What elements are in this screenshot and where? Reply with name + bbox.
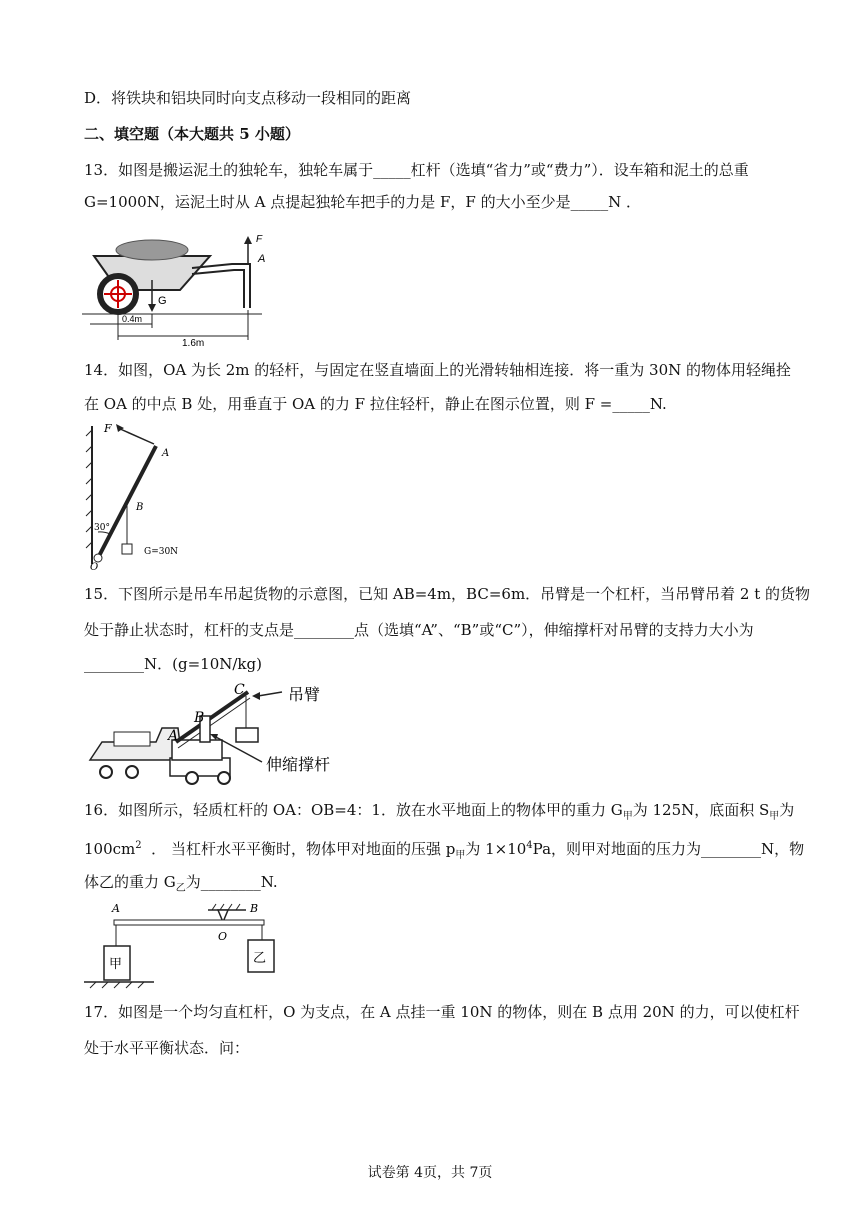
lever-figure xyxy=(84,900,284,992)
label-a: A xyxy=(168,728,179,744)
label-b: B xyxy=(136,502,144,513)
label-c: C xyxy=(234,682,245,698)
q17-line1: 17．如图是一个均匀直杠杆，O 为支点，在 A 点挂一重 10N 的物体，则在 B 点用 20N 的力，可以使杠杆 xyxy=(84,1003,800,1021)
q17-line2: 处于水平平衡状态．问： xyxy=(84,1039,250,1057)
q15-line1: 15．下图所示是吊车吊起货物的示意图，已知 AB=4m，BC=6m．吊臂是一个杠杆，当吊臂吊着 2 t 的货物 xyxy=(84,585,811,603)
label-arm: 吊臂 xyxy=(288,685,321,704)
page-footer: 试卷第 4页，共 7页 xyxy=(367,1165,493,1181)
wheelbarrow-figure xyxy=(82,228,272,348)
label-a: A xyxy=(112,902,120,915)
section-heading: 二、填空题（本大题共 5 小题） xyxy=(84,125,300,143)
label-yi: 乙 xyxy=(253,951,267,966)
q15-line2: 处于静止状态时，杠杆的支点是________点（选填“A”、“B”或“C”），伸缩撑杆对吊臂的支持力大小为 xyxy=(84,621,754,639)
label-04m: 0.4m xyxy=(122,314,143,324)
label-f: F xyxy=(256,234,263,245)
label-o: O xyxy=(90,562,99,572)
crane-figure xyxy=(82,678,372,788)
label-a: A xyxy=(258,253,266,265)
q14-line2: 在 OA 的中点 B 处，用垂直于 OA 的力 F 拉住轻杆，静止在图示位置，则 F =_____N. xyxy=(84,395,667,413)
label-jia: 甲 xyxy=(109,957,123,972)
q15-line3: ________N．(g=10N/kg) xyxy=(84,655,262,673)
label-b: B xyxy=(250,902,259,915)
label-rod: 伸缩撑杆 xyxy=(266,755,331,774)
label-a: A xyxy=(162,448,170,459)
label-b: B xyxy=(194,710,205,726)
rod-wall-figure xyxy=(82,422,202,572)
label-f: F xyxy=(104,422,112,435)
label-g: G=30N xyxy=(144,547,179,557)
label-g: G xyxy=(158,295,167,307)
q16-line2: $100cm^2$ ． 当杠杆水平平衡时，物体甲对地面的压强 $p_甲$为 $1\times 10^4Pa$，则甲对地面的压力为________N，物 xyxy=(84,840,805,861)
label-o: O xyxy=(218,930,228,943)
q14-line1: 14．如图，OA 为长 2m 的轻杆，与固定在竖直墙面上的光滑转轴相连接．将一重为 30N 的物体用轻绳拴 xyxy=(84,361,792,379)
label-16m: 1.6m xyxy=(182,338,205,348)
q13-line2: G=1000N，运泥土时从 A 点提起独轮车把手的力是 F，F 的大小至少是_____N ． xyxy=(84,193,641,211)
label-angle: 30° xyxy=(94,523,110,533)
q16-line1: 16．如图所示，轻质杠杆的 OA：OB=4：1．放在水平地面上的物体甲的重力 $G_甲$为 125N，底面积 $S_甲$为 xyxy=(84,801,795,822)
option-d: D．将铁块和铝块同时向支点移动一段相同的距离 xyxy=(84,89,412,107)
q16-line3: 体乙的重力 $G_乙$为________N. xyxy=(84,873,278,894)
q13-line1: 13．如图是搬运泥土的独轮车，独轮车属于_____杠杆（选填“省力”或“费力”）．设车箱和泥土的总重 xyxy=(84,161,749,179)
